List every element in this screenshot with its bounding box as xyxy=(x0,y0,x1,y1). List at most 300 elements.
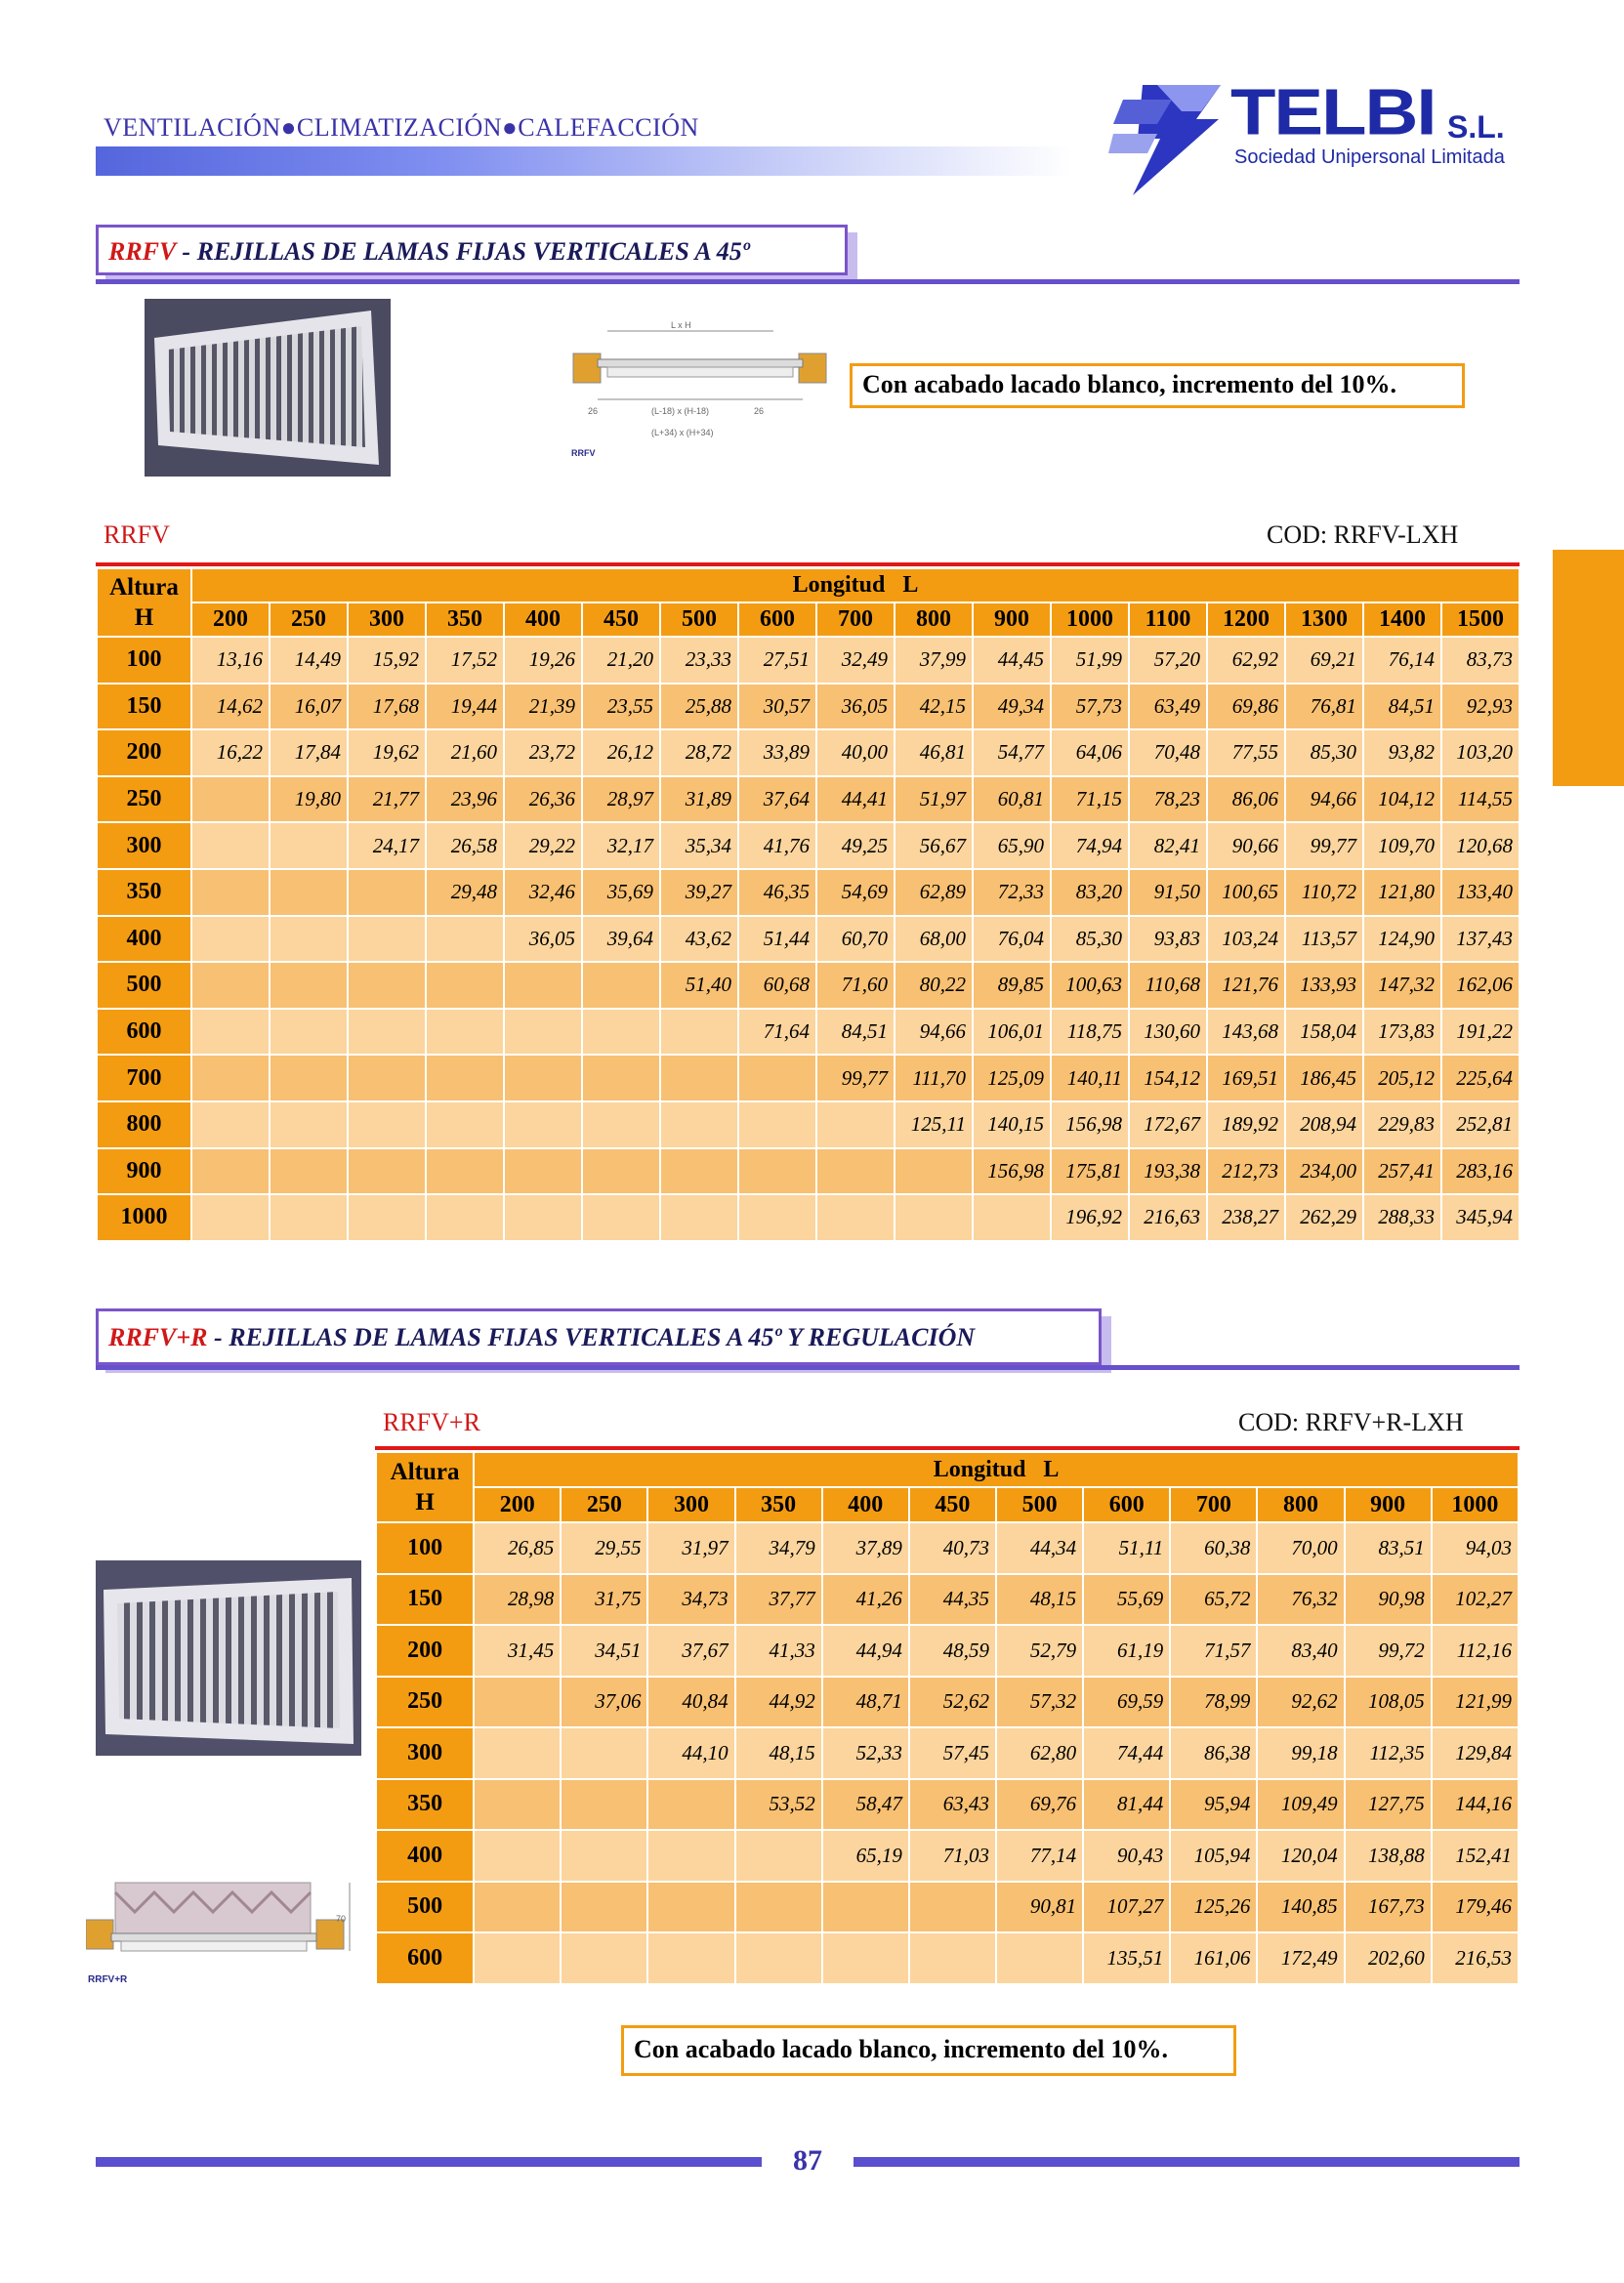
price-cell: 262,29 xyxy=(1285,1194,1363,1241)
price-cell xyxy=(426,1148,504,1195)
price-cell: 111,70 xyxy=(895,1055,973,1101)
price-cell xyxy=(582,1009,660,1056)
price-cell: 229,83 xyxy=(1363,1101,1441,1148)
price-cell xyxy=(738,1055,816,1101)
price-cell: 31,75 xyxy=(561,1574,647,1626)
price-cell: 31,89 xyxy=(660,776,738,823)
price-cell xyxy=(561,1932,647,1984)
price-cell: 179,46 xyxy=(1432,1882,1519,1933)
price-cell: 74,94 xyxy=(1051,822,1129,869)
table-row xyxy=(376,1882,1519,1933)
section2-title-text: - REJILLAS DE LAMAS FIJAS VERTICALES A 45º Y REGULACIÓN xyxy=(207,1323,976,1351)
price-cell: 26,58 xyxy=(426,822,504,869)
price-cell xyxy=(348,962,426,1009)
price-cell xyxy=(270,869,348,916)
svg-text:(L-18) x (H-18): (L-18) x (H-18) xyxy=(651,406,710,416)
price-cell: 158,04 xyxy=(1285,1009,1363,1056)
table-row xyxy=(97,869,1520,916)
row-header: 400 xyxy=(376,1830,474,1882)
price-cell: 86,06 xyxy=(1207,776,1285,823)
price-cell xyxy=(348,1101,426,1148)
altura-header xyxy=(376,1452,474,1522)
price-cell: 44,45 xyxy=(973,637,1051,684)
price-cell: 124,90 xyxy=(1363,916,1441,963)
price-cell: 71,15 xyxy=(1051,776,1129,823)
price-cell: 80,22 xyxy=(895,962,973,1009)
price-cell: 89,85 xyxy=(973,962,1051,1009)
price-cell xyxy=(909,1882,996,1933)
row-header: 600 xyxy=(376,1932,474,1984)
price-cell xyxy=(191,869,270,916)
price-cell: 49,34 xyxy=(973,684,1051,730)
footer-line-left xyxy=(96,2157,762,2167)
price-cell: 121,76 xyxy=(1207,962,1285,1009)
column-header: 1500 xyxy=(1441,602,1520,637)
rrfv-r-diagram-caption: RRFV+R xyxy=(88,1974,128,1985)
column-header: 450 xyxy=(909,1487,996,1522)
price-cell xyxy=(738,1194,816,1241)
section2-title-box xyxy=(96,1308,1102,1365)
price-cell: 65,72 xyxy=(1170,1574,1257,1626)
price-cell: 129,84 xyxy=(1432,1727,1519,1779)
table-row xyxy=(97,684,1520,730)
section1-finish-note: Con acabado lacado blanco, incremento del 10%. xyxy=(850,363,1465,408)
price-cell: 71,03 xyxy=(909,1830,996,1882)
price-cell: 85,30 xyxy=(1051,916,1129,963)
table-row xyxy=(97,962,1520,1009)
price-cell: 99,77 xyxy=(1285,822,1363,869)
price-cell: 24,17 xyxy=(348,822,426,869)
row-header: 500 xyxy=(376,1882,474,1933)
price-cell: 112,16 xyxy=(1432,1625,1519,1677)
price-cell: 92,62 xyxy=(1257,1677,1344,1728)
price-cell: 52,79 xyxy=(996,1625,1083,1677)
price-cell xyxy=(909,1932,996,1984)
price-cell: 99,18 xyxy=(1257,1727,1344,1779)
price-cell: 69,21 xyxy=(1285,637,1363,684)
price-cell: 93,82 xyxy=(1363,729,1441,776)
section2-code: RRFV+R xyxy=(108,1323,208,1351)
price-cell: 36,05 xyxy=(816,684,895,730)
price-cell xyxy=(474,1677,561,1728)
price-cell: 71,64 xyxy=(738,1009,816,1056)
price-cell: 16,22 xyxy=(191,729,270,776)
price-cell: 140,85 xyxy=(1257,1882,1344,1933)
table-row xyxy=(97,822,1520,869)
section1-underline xyxy=(96,279,1520,284)
price-cell: 82,41 xyxy=(1129,822,1207,869)
column-header: 1000 xyxy=(1051,602,1129,637)
lightning-logo-icon xyxy=(1103,80,1230,197)
price-cell: 172,67 xyxy=(1129,1101,1207,1148)
price-cell xyxy=(647,1932,734,1984)
price-cell: 32,49 xyxy=(816,637,895,684)
price-cell: 43,62 xyxy=(660,916,738,963)
header-tagline: VENTILACIÓN●CLIMATIZACIÓN●CALEFACCIÓN xyxy=(104,113,699,142)
price-cell: 33,89 xyxy=(738,729,816,776)
price-cell: 39,64 xyxy=(582,916,660,963)
price-cell: 34,73 xyxy=(647,1574,734,1626)
price-cell: 143,68 xyxy=(1207,1009,1285,1056)
price-cell xyxy=(561,1727,647,1779)
price-cell: 162,06 xyxy=(1441,962,1520,1009)
price-cell xyxy=(582,1194,660,1241)
table1-code: COD: RRFV-LXH xyxy=(1267,520,1459,549)
row-header: 600 xyxy=(97,1009,191,1056)
price-cell xyxy=(191,1148,270,1195)
rrfv-price-table xyxy=(96,567,1520,1242)
price-cell: 70,48 xyxy=(1129,729,1207,776)
column-header: 700 xyxy=(816,602,895,637)
svg-text:70: 70 xyxy=(336,1914,347,1924)
table1-label: RRFV xyxy=(104,520,170,549)
rrfv-r-price-table xyxy=(375,1451,1520,1985)
price-cell: 191,22 xyxy=(1441,1009,1520,1056)
price-cell: 99,72 xyxy=(1345,1625,1432,1677)
price-cell xyxy=(270,1101,348,1148)
price-cell: 51,40 xyxy=(660,962,738,1009)
row-header: 350 xyxy=(376,1779,474,1831)
price-cell xyxy=(270,822,348,869)
price-cell: 57,45 xyxy=(909,1727,996,1779)
column-header: 600 xyxy=(1083,1487,1170,1522)
price-cell: 17,84 xyxy=(270,729,348,776)
row-header: 500 xyxy=(97,962,191,1009)
price-cell: 69,86 xyxy=(1207,684,1285,730)
price-cell: 13,16 xyxy=(191,637,270,684)
row-header: 900 xyxy=(97,1148,191,1195)
price-cell xyxy=(426,1055,504,1101)
price-cell: 53,52 xyxy=(735,1779,822,1831)
price-cell: 196,92 xyxy=(1051,1194,1129,1241)
table2-code: COD: RRFV+R-LXH xyxy=(1238,1408,1464,1436)
price-cell: 173,83 xyxy=(1363,1009,1441,1056)
price-cell: 103,20 xyxy=(1441,729,1520,776)
price-cell: 19,80 xyxy=(270,776,348,823)
price-cell: 14,49 xyxy=(270,637,348,684)
price-cell: 28,98 xyxy=(474,1574,561,1626)
row-header: 150 xyxy=(376,1574,474,1626)
svg-text:26: 26 xyxy=(754,406,765,416)
price-cell: 35,69 xyxy=(582,869,660,916)
price-cell: 28,72 xyxy=(660,729,738,776)
price-cell: 51,97 xyxy=(895,776,973,823)
price-cell: 133,93 xyxy=(1285,962,1363,1009)
price-cell: 133,40 xyxy=(1441,869,1520,916)
price-cell: 78,23 xyxy=(1129,776,1207,823)
column-header: 600 xyxy=(738,602,816,637)
altura-symbol: H xyxy=(415,1489,435,1515)
price-cell: 40,00 xyxy=(816,729,895,776)
price-cell xyxy=(348,1009,426,1056)
longitud-header: Longitud L xyxy=(191,568,1520,602)
price-cell: 21,77 xyxy=(348,776,426,823)
price-cell: 205,12 xyxy=(1363,1055,1441,1101)
price-cell: 19,26 xyxy=(504,637,582,684)
price-cell: 257,41 xyxy=(1363,1148,1441,1195)
price-cell: 105,94 xyxy=(1170,1830,1257,1882)
price-cell xyxy=(474,1727,561,1779)
price-cell xyxy=(191,916,270,963)
price-cell: 345,94 xyxy=(1441,1194,1520,1241)
table-row xyxy=(376,1932,1519,1984)
section1-title-box xyxy=(96,225,848,275)
price-cell xyxy=(561,1830,647,1882)
price-cell: 37,06 xyxy=(561,1677,647,1728)
table-row xyxy=(376,1727,1519,1779)
price-cell xyxy=(348,1055,426,1101)
price-cell: 137,43 xyxy=(1441,916,1520,963)
price-cell: 225,64 xyxy=(1441,1055,1520,1101)
price-cell: 161,06 xyxy=(1170,1932,1257,1984)
price-cell: 86,38 xyxy=(1170,1727,1257,1779)
price-cell: 37,99 xyxy=(895,637,973,684)
price-cell: 19,62 xyxy=(348,729,426,776)
price-cell xyxy=(474,1779,561,1831)
price-cell: 44,92 xyxy=(735,1677,822,1728)
price-cell xyxy=(582,1055,660,1101)
price-cell xyxy=(474,1932,561,1984)
price-cell: 288,33 xyxy=(1363,1194,1441,1241)
price-cell: 62,80 xyxy=(996,1727,1083,1779)
price-cell xyxy=(191,1194,270,1241)
price-cell xyxy=(504,1148,582,1195)
price-cell xyxy=(426,1101,504,1148)
price-cell: 76,04 xyxy=(973,916,1051,963)
altura-symbol: H xyxy=(134,604,154,631)
price-cell: 62,89 xyxy=(895,869,973,916)
price-cell: 58,47 xyxy=(822,1779,909,1831)
column-header: 800 xyxy=(895,602,973,637)
price-cell: 118,75 xyxy=(1051,1009,1129,1056)
price-cell: 152,41 xyxy=(1432,1830,1519,1882)
price-cell: 54,69 xyxy=(816,869,895,916)
price-cell: 91,50 xyxy=(1129,869,1207,916)
price-cell: 216,63 xyxy=(1129,1194,1207,1241)
price-cell: 26,12 xyxy=(582,729,660,776)
price-cell xyxy=(735,1830,822,1882)
price-cell xyxy=(660,1009,738,1056)
price-cell: 83,20 xyxy=(1051,869,1129,916)
price-cell xyxy=(816,1101,895,1148)
price-cell: 109,49 xyxy=(1257,1779,1344,1831)
price-cell: 84,51 xyxy=(816,1009,895,1056)
price-cell: 28,97 xyxy=(582,776,660,823)
price-cell: 39,27 xyxy=(660,869,738,916)
price-cell: 104,12 xyxy=(1363,776,1441,823)
price-cell xyxy=(474,1830,561,1882)
price-cell xyxy=(822,1882,909,1933)
price-cell xyxy=(270,916,348,963)
price-cell: 81,44 xyxy=(1083,1779,1170,1831)
price-cell: 74,44 xyxy=(1083,1727,1170,1779)
price-cell: 167,73 xyxy=(1345,1882,1432,1933)
price-cell: 49,25 xyxy=(816,822,895,869)
price-cell: 60,68 xyxy=(738,962,816,1009)
column-header: 300 xyxy=(348,602,426,637)
svg-text:26: 26 xyxy=(588,406,599,416)
price-cell: 102,27 xyxy=(1432,1574,1519,1626)
price-cell: 120,04 xyxy=(1257,1830,1344,1882)
section2-title xyxy=(108,1323,975,1352)
price-cell: 19,44 xyxy=(426,684,504,730)
column-header: 500 xyxy=(660,602,738,637)
price-cell xyxy=(582,1148,660,1195)
row-header: 250 xyxy=(376,1677,474,1728)
price-cell xyxy=(561,1779,647,1831)
column-header: 800 xyxy=(1257,1487,1344,1522)
price-cell xyxy=(660,1148,738,1195)
price-cell: 106,01 xyxy=(973,1009,1051,1056)
price-cell xyxy=(647,1779,734,1831)
table-row xyxy=(97,637,1520,684)
price-cell: 147,32 xyxy=(1363,962,1441,1009)
price-cell: 90,81 xyxy=(996,1882,1083,1933)
price-cell xyxy=(191,822,270,869)
price-cell: 42,15 xyxy=(895,684,973,730)
price-cell: 65,90 xyxy=(973,822,1051,869)
price-cell: 55,69 xyxy=(1083,1574,1170,1626)
column-header: 350 xyxy=(426,602,504,637)
price-cell xyxy=(660,1194,738,1241)
price-cell: 29,22 xyxy=(504,822,582,869)
row-header: 200 xyxy=(376,1625,474,1677)
column-header: 450 xyxy=(582,602,660,637)
price-cell: 90,43 xyxy=(1083,1830,1170,1882)
price-cell: 189,92 xyxy=(1207,1101,1285,1148)
price-cell: 208,94 xyxy=(1285,1101,1363,1148)
price-cell: 108,05 xyxy=(1345,1677,1432,1728)
price-cell: 202,60 xyxy=(1345,1932,1432,1984)
column-header: 700 xyxy=(1170,1487,1257,1522)
price-cell xyxy=(191,776,270,823)
price-cell: 51,11 xyxy=(1083,1522,1170,1574)
price-cell: 37,77 xyxy=(735,1574,822,1626)
altura-header xyxy=(97,568,191,637)
price-cell: 41,26 xyxy=(822,1574,909,1626)
price-cell: 71,60 xyxy=(816,962,895,1009)
price-cell: 40,73 xyxy=(909,1522,996,1574)
price-cell xyxy=(895,1148,973,1195)
row-header: 150 xyxy=(97,684,191,730)
price-cell: 90,98 xyxy=(1345,1574,1432,1626)
price-cell: 95,94 xyxy=(1170,1779,1257,1831)
price-cell: 85,30 xyxy=(1285,729,1363,776)
rrfv-diagram-caption: RRFV xyxy=(571,448,596,458)
price-cell xyxy=(191,962,270,1009)
price-cell: 44,34 xyxy=(996,1522,1083,1574)
company-logo xyxy=(1103,75,1523,197)
table-row xyxy=(376,1830,1519,1882)
price-cell xyxy=(270,1194,348,1241)
section1-code: RRFV xyxy=(108,237,176,266)
price-cell: 57,32 xyxy=(996,1677,1083,1728)
price-cell xyxy=(426,962,504,1009)
price-cell: 69,76 xyxy=(996,1779,1083,1831)
price-cell: 94,66 xyxy=(1285,776,1363,823)
column-header: 500 xyxy=(996,1487,1083,1522)
price-cell: 283,16 xyxy=(1441,1148,1520,1195)
price-cell: 234,00 xyxy=(1285,1148,1363,1195)
price-cell xyxy=(348,1148,426,1195)
price-cell xyxy=(996,1932,1083,1984)
price-cell: 169,51 xyxy=(1207,1055,1285,1101)
price-cell: 103,24 xyxy=(1207,916,1285,963)
price-cell xyxy=(474,1882,561,1933)
table-row xyxy=(97,1101,1520,1148)
price-cell: 69,59 xyxy=(1083,1677,1170,1728)
price-cell xyxy=(504,1194,582,1241)
price-cell: 37,89 xyxy=(822,1522,909,1574)
price-cell xyxy=(426,1009,504,1056)
table-row xyxy=(376,1677,1519,1728)
price-cell xyxy=(582,1101,660,1148)
price-cell: 144,16 xyxy=(1432,1779,1519,1831)
price-cell: 31,45 xyxy=(474,1625,561,1677)
column-header: 350 xyxy=(735,1487,822,1522)
price-cell: 44,35 xyxy=(909,1574,996,1626)
price-cell: 61,19 xyxy=(1083,1625,1170,1677)
table-row xyxy=(97,1148,1520,1195)
price-cell xyxy=(191,1101,270,1148)
price-cell: 156,98 xyxy=(973,1148,1051,1195)
row-header: 300 xyxy=(97,822,191,869)
row-header: 350 xyxy=(97,869,191,916)
price-cell: 29,55 xyxy=(561,1522,647,1574)
column-header: 200 xyxy=(474,1487,561,1522)
price-cell: 76,14 xyxy=(1363,637,1441,684)
price-cell: 63,49 xyxy=(1129,684,1207,730)
price-cell xyxy=(348,869,426,916)
section2-underline xyxy=(96,1365,1520,1370)
table2-label: RRFV+R xyxy=(383,1408,480,1436)
price-cell: 83,51 xyxy=(1345,1522,1432,1574)
column-header: 1200 xyxy=(1207,602,1285,637)
price-cell: 44,94 xyxy=(822,1625,909,1677)
row-header: 1000 xyxy=(97,1194,191,1241)
price-cell: 51,99 xyxy=(1051,637,1129,684)
price-cell: 238,27 xyxy=(1207,1194,1285,1241)
price-cell: 125,11 xyxy=(895,1101,973,1148)
price-cell xyxy=(735,1882,822,1933)
row-header: 200 xyxy=(97,729,191,776)
price-cell: 26,85 xyxy=(474,1522,561,1574)
column-header: 400 xyxy=(504,602,582,637)
price-cell: 60,70 xyxy=(816,916,895,963)
price-cell: 109,70 xyxy=(1363,822,1441,869)
price-cell: 83,73 xyxy=(1441,637,1520,684)
longitud-header: Longitud L xyxy=(474,1452,1519,1487)
altura-label: Altura xyxy=(109,573,179,601)
price-cell: 76,32 xyxy=(1257,1574,1344,1626)
price-cell: 76,81 xyxy=(1285,684,1363,730)
price-cell: 212,73 xyxy=(1207,1148,1285,1195)
price-cell: 23,72 xyxy=(504,729,582,776)
price-cell: 121,99 xyxy=(1432,1677,1519,1728)
altura-label: Altura xyxy=(390,1458,460,1485)
price-cell: 51,44 xyxy=(738,916,816,963)
price-cell: 110,68 xyxy=(1129,962,1207,1009)
price-cell: 193,38 xyxy=(1129,1148,1207,1195)
logo-subtitle: Sociedad Unipersonal Limitada xyxy=(1234,146,1505,168)
price-cell: 44,41 xyxy=(816,776,895,823)
table-row xyxy=(97,1055,1520,1101)
price-cell: 110,72 xyxy=(1285,869,1363,916)
price-cell: 68,00 xyxy=(895,916,973,963)
price-cell: 100,65 xyxy=(1207,869,1285,916)
price-cell: 175,81 xyxy=(1051,1148,1129,1195)
column-header: 200 xyxy=(191,602,270,637)
